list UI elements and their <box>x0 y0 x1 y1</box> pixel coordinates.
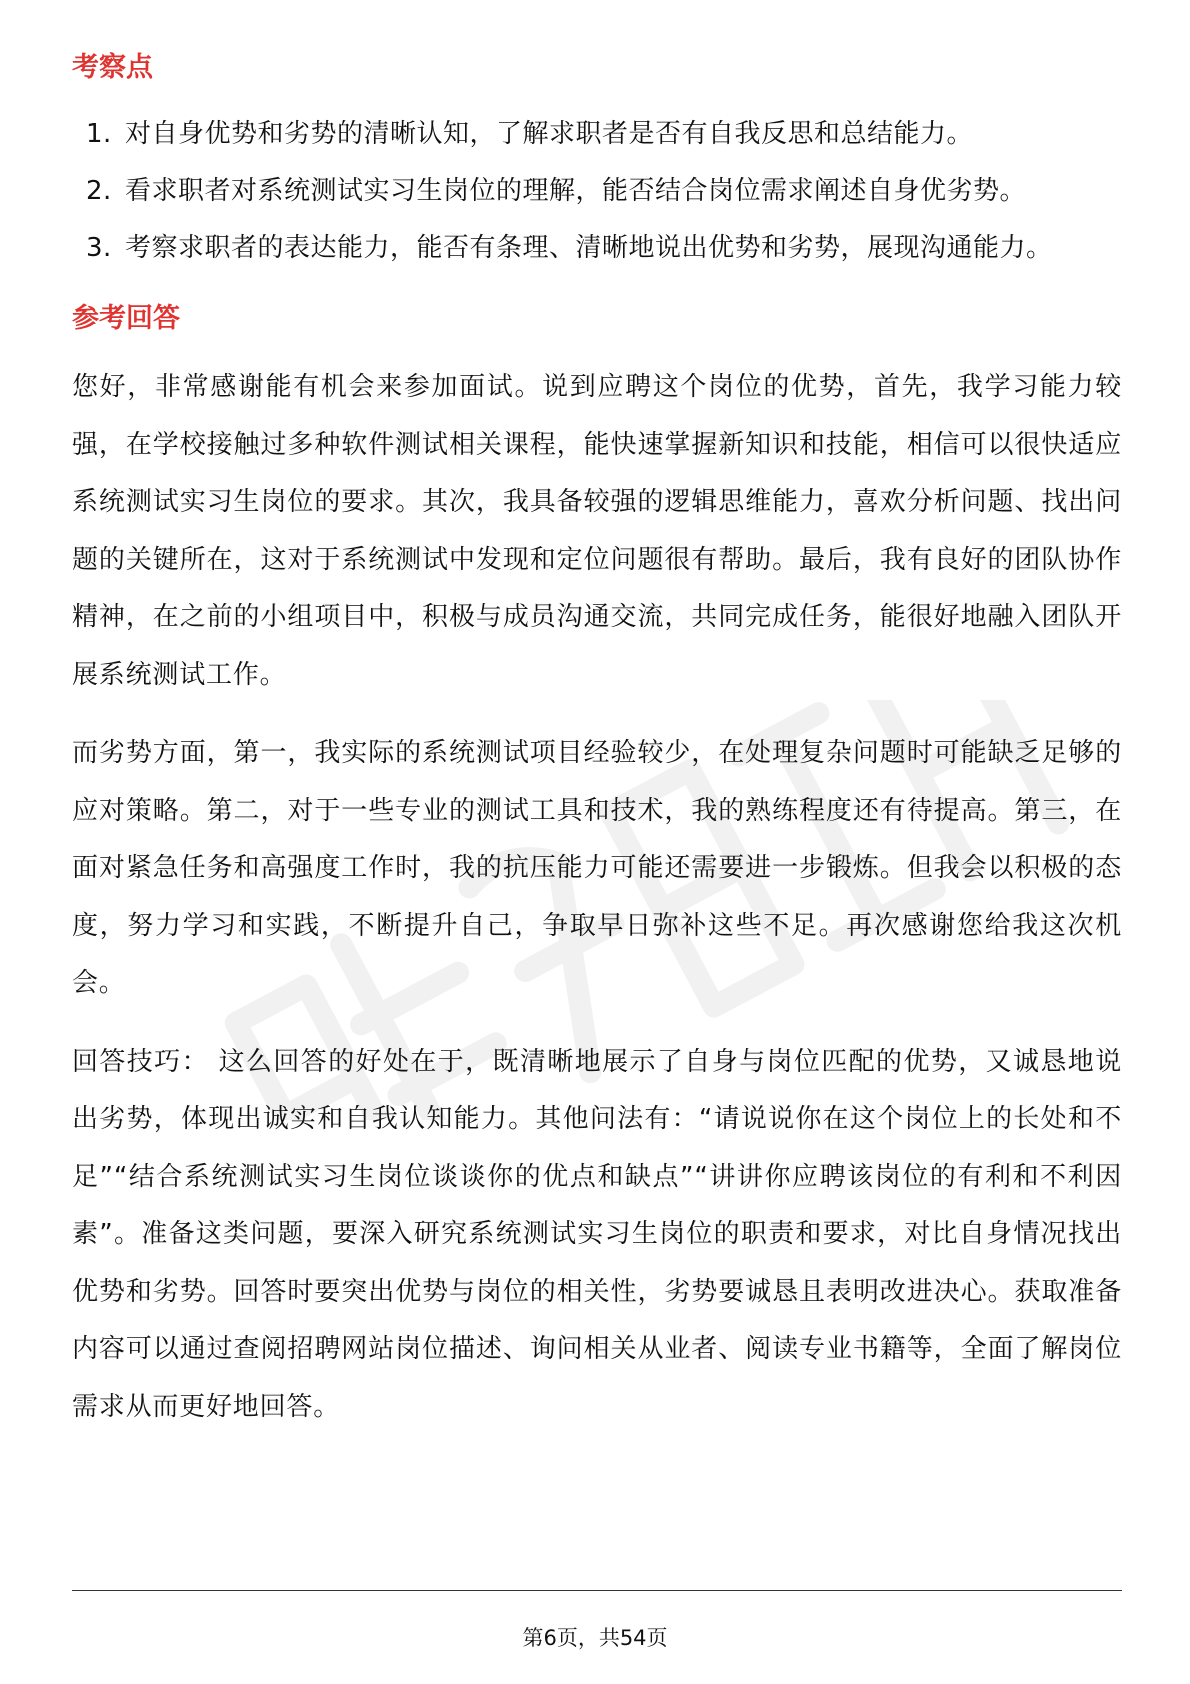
list-item-text: 看求职者对系统测试实习生岗位的理解，能否结合岗位需求阐述自身优劣势。 <box>125 176 1027 206</box>
list-item <box>72 220 1122 277</box>
list-item-number: 2. <box>86 176 112 206</box>
section-title-assessment: 考察点 <box>72 52 153 83</box>
assessment-points-list <box>72 106 1122 277</box>
list-item <box>72 163 1122 220</box>
list-item <box>72 106 1122 163</box>
section-title-reference-answer: 参考回答 <box>72 303 180 334</box>
footer-divider <box>72 1590 1122 1591</box>
answer-paragraph-tips: 回答技巧： 这么回答的好处在于，既清晰地展示了自身与岗位匹配的优势，又诚恳地说出劣势，体现出诚实和自我认知能力。其他问法有：“请说说你在这个岗位上的长处和不足”“结合系统测试实习生岗位谈谈你的优点和缺点”“讲讲你应聘该岗位的有利和不利因素”。准备这类问题，要深入研究系统测试实习生岗位的职责和要求，对比自身情况找出优势和劣势。回答时要突出优势与岗位的相关性，劣势要诚恳且表明改进决心。获取准备内容可以通过查阅招聘网站岗位描述、询问相关从业者、阅读专业书籍等，全面了解岗位需求从而更好地回答。 <box>72 1046 1122 1422</box>
document-page <box>72 48 1122 1436</box>
list-item-text: 对自身优势和劣势的清晰认知，了解求职者是否有自我反思和总结能力。 <box>125 119 974 149</box>
answer-paragraph-strengths: 您好，非常感谢能有机会来参加面试。说到应聘这个岗位的优势，首先，我学习能力较强，在学校接触过多种软件测试相关课程，能快速掌握新知识和技能，相信可以很快适应系统测试实习生岗位的要求。其次，我具备较强的逻辑思维能力，喜欢分析问题、找出问题的关键所在，这对于系统测试中发现和定位问题很有帮助。最后，我有良好的团队协作精神，在之前的小组项目中，积极与成员沟通交流，共同完成任务，能很好地融入团队开展系统测试工作。 <box>72 372 1122 690</box>
page-number: 第6页，共54页 <box>522 1626 668 1650</box>
answer-paragraph-weaknesses: 而劣势方面，第一，我实际的系统测试项目经验较少，在处理复杂问题时可能缺乏足够的应对策略。第二，对于一些专业的测试工具和技术，我的熟练程度还有待提高。第三，在面对紧急任务和高强度工作时，我的抗压能力可能还需要进一步锻炼。但我会以积极的态度，努力学习和实践，不断提升自己，争取早日弥补这些不足。再次感谢您给我这次机会。 <box>72 738 1122 998</box>
list-item-number: 3. <box>86 233 112 263</box>
list-item-text: 考察求职者的表达能力，能否有条理、清晰地说出优势和劣势，展现沟通能力。 <box>125 233 1053 263</box>
list-item-number: 1. <box>86 119 112 149</box>
